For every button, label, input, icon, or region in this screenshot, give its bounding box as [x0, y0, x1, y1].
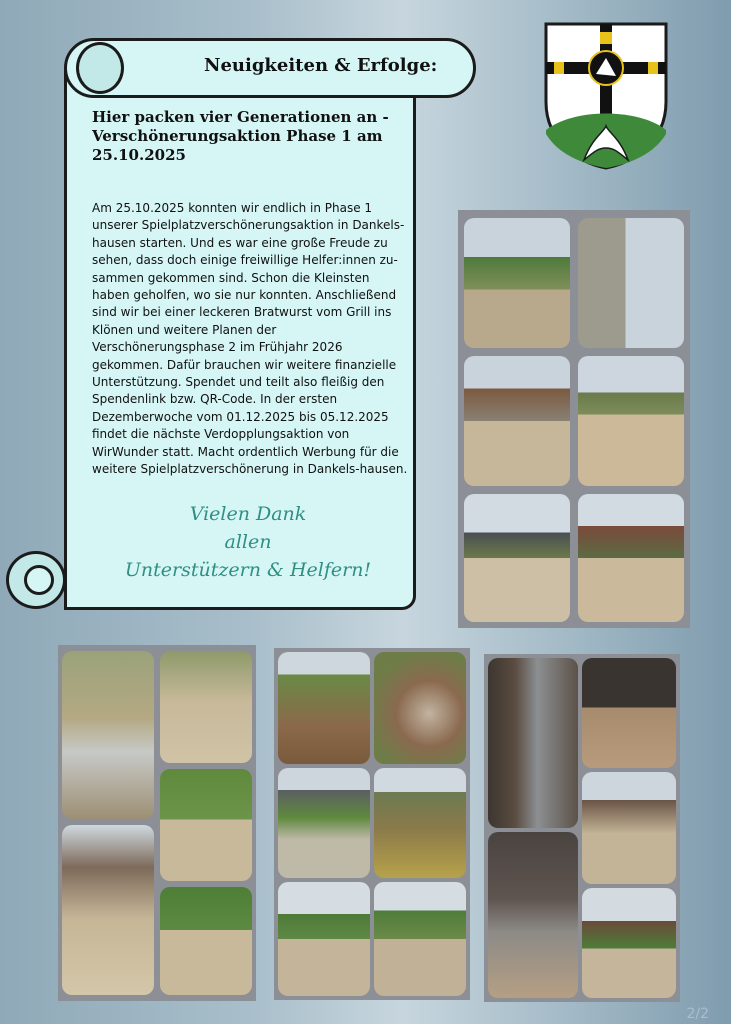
thanks-line-2: allen: [224, 531, 272, 553]
photo: [488, 832, 578, 998]
photo-collage-4: [484, 654, 680, 1002]
photo-collage-2: [58, 645, 256, 1001]
photo: [374, 882, 466, 996]
photo: [464, 494, 570, 622]
thanks-line-3: Unterstützern & Helfern!: [124, 559, 372, 581]
news-body: Am 25.10.2025 konnten wir endlich in Phase 1 unserer Spielplatzverschönerungsaktion in Dankels-hausen starten. Und es war eine große Freude zu sehen, dass doch einige freiwillige Helfer:innen zu-sammen gekommen sind. Schon die Kleinsten haben geholfen, wo sie nur konnten. Anschließend sind wir bei einer leckeren Bratwurst vom Grill ins Klönen und weitere Planen der Verschönerungsphase 2 im Frühjahr 2026 gekommen. Dafür brauchen wir weitere finanzielle Unterstützung. Spendet und teilt also fleißig den Spendenlink bzw. QR-Code. In der ersten Dezemberwoche vom 01.12.2025 bis 05.12.2025 findet die nächste Verdopplungsaktion von WirWunder statt. Macht ordentlich Werbung für die weitere Spielplatzverschönerung in Dankels-hausen.: [92, 201, 408, 477]
photo: [160, 651, 252, 763]
photo: [582, 658, 676, 768]
photo: [582, 772, 676, 884]
scroll-curl-bottom-inner: [24, 565, 54, 595]
photo: [582, 888, 676, 998]
photo: [374, 768, 466, 878]
thanks-message: [80, 500, 416, 584]
coat-of-arms-logo: [544, 22, 668, 170]
photo: [160, 887, 252, 995]
photo: [488, 658, 578, 828]
photo: [62, 651, 154, 819]
page-number: 2/2: [686, 1006, 709, 1022]
photo: [278, 768, 370, 878]
news-title: Hier packen vier Generationen an - Verschönerungsaktion Phase 1 am 25.10.2025: [92, 108, 389, 164]
photo-collage-1: [458, 210, 690, 628]
photo: [62, 825, 154, 995]
photo: [578, 356, 684, 486]
photo: [578, 494, 684, 622]
scroll-curl-top: [76, 42, 124, 94]
news-heading: Neuigkeiten & Erfolge:: [204, 55, 438, 76]
thanks-line-1: Vielen Dank: [189, 503, 307, 525]
photo: [278, 652, 370, 764]
photo-collage-3: [274, 648, 470, 1000]
photo: [374, 652, 466, 764]
photo: [160, 769, 252, 881]
photo: [578, 218, 684, 348]
photo: [464, 356, 570, 486]
photo: [464, 218, 570, 348]
photo: [278, 882, 370, 996]
